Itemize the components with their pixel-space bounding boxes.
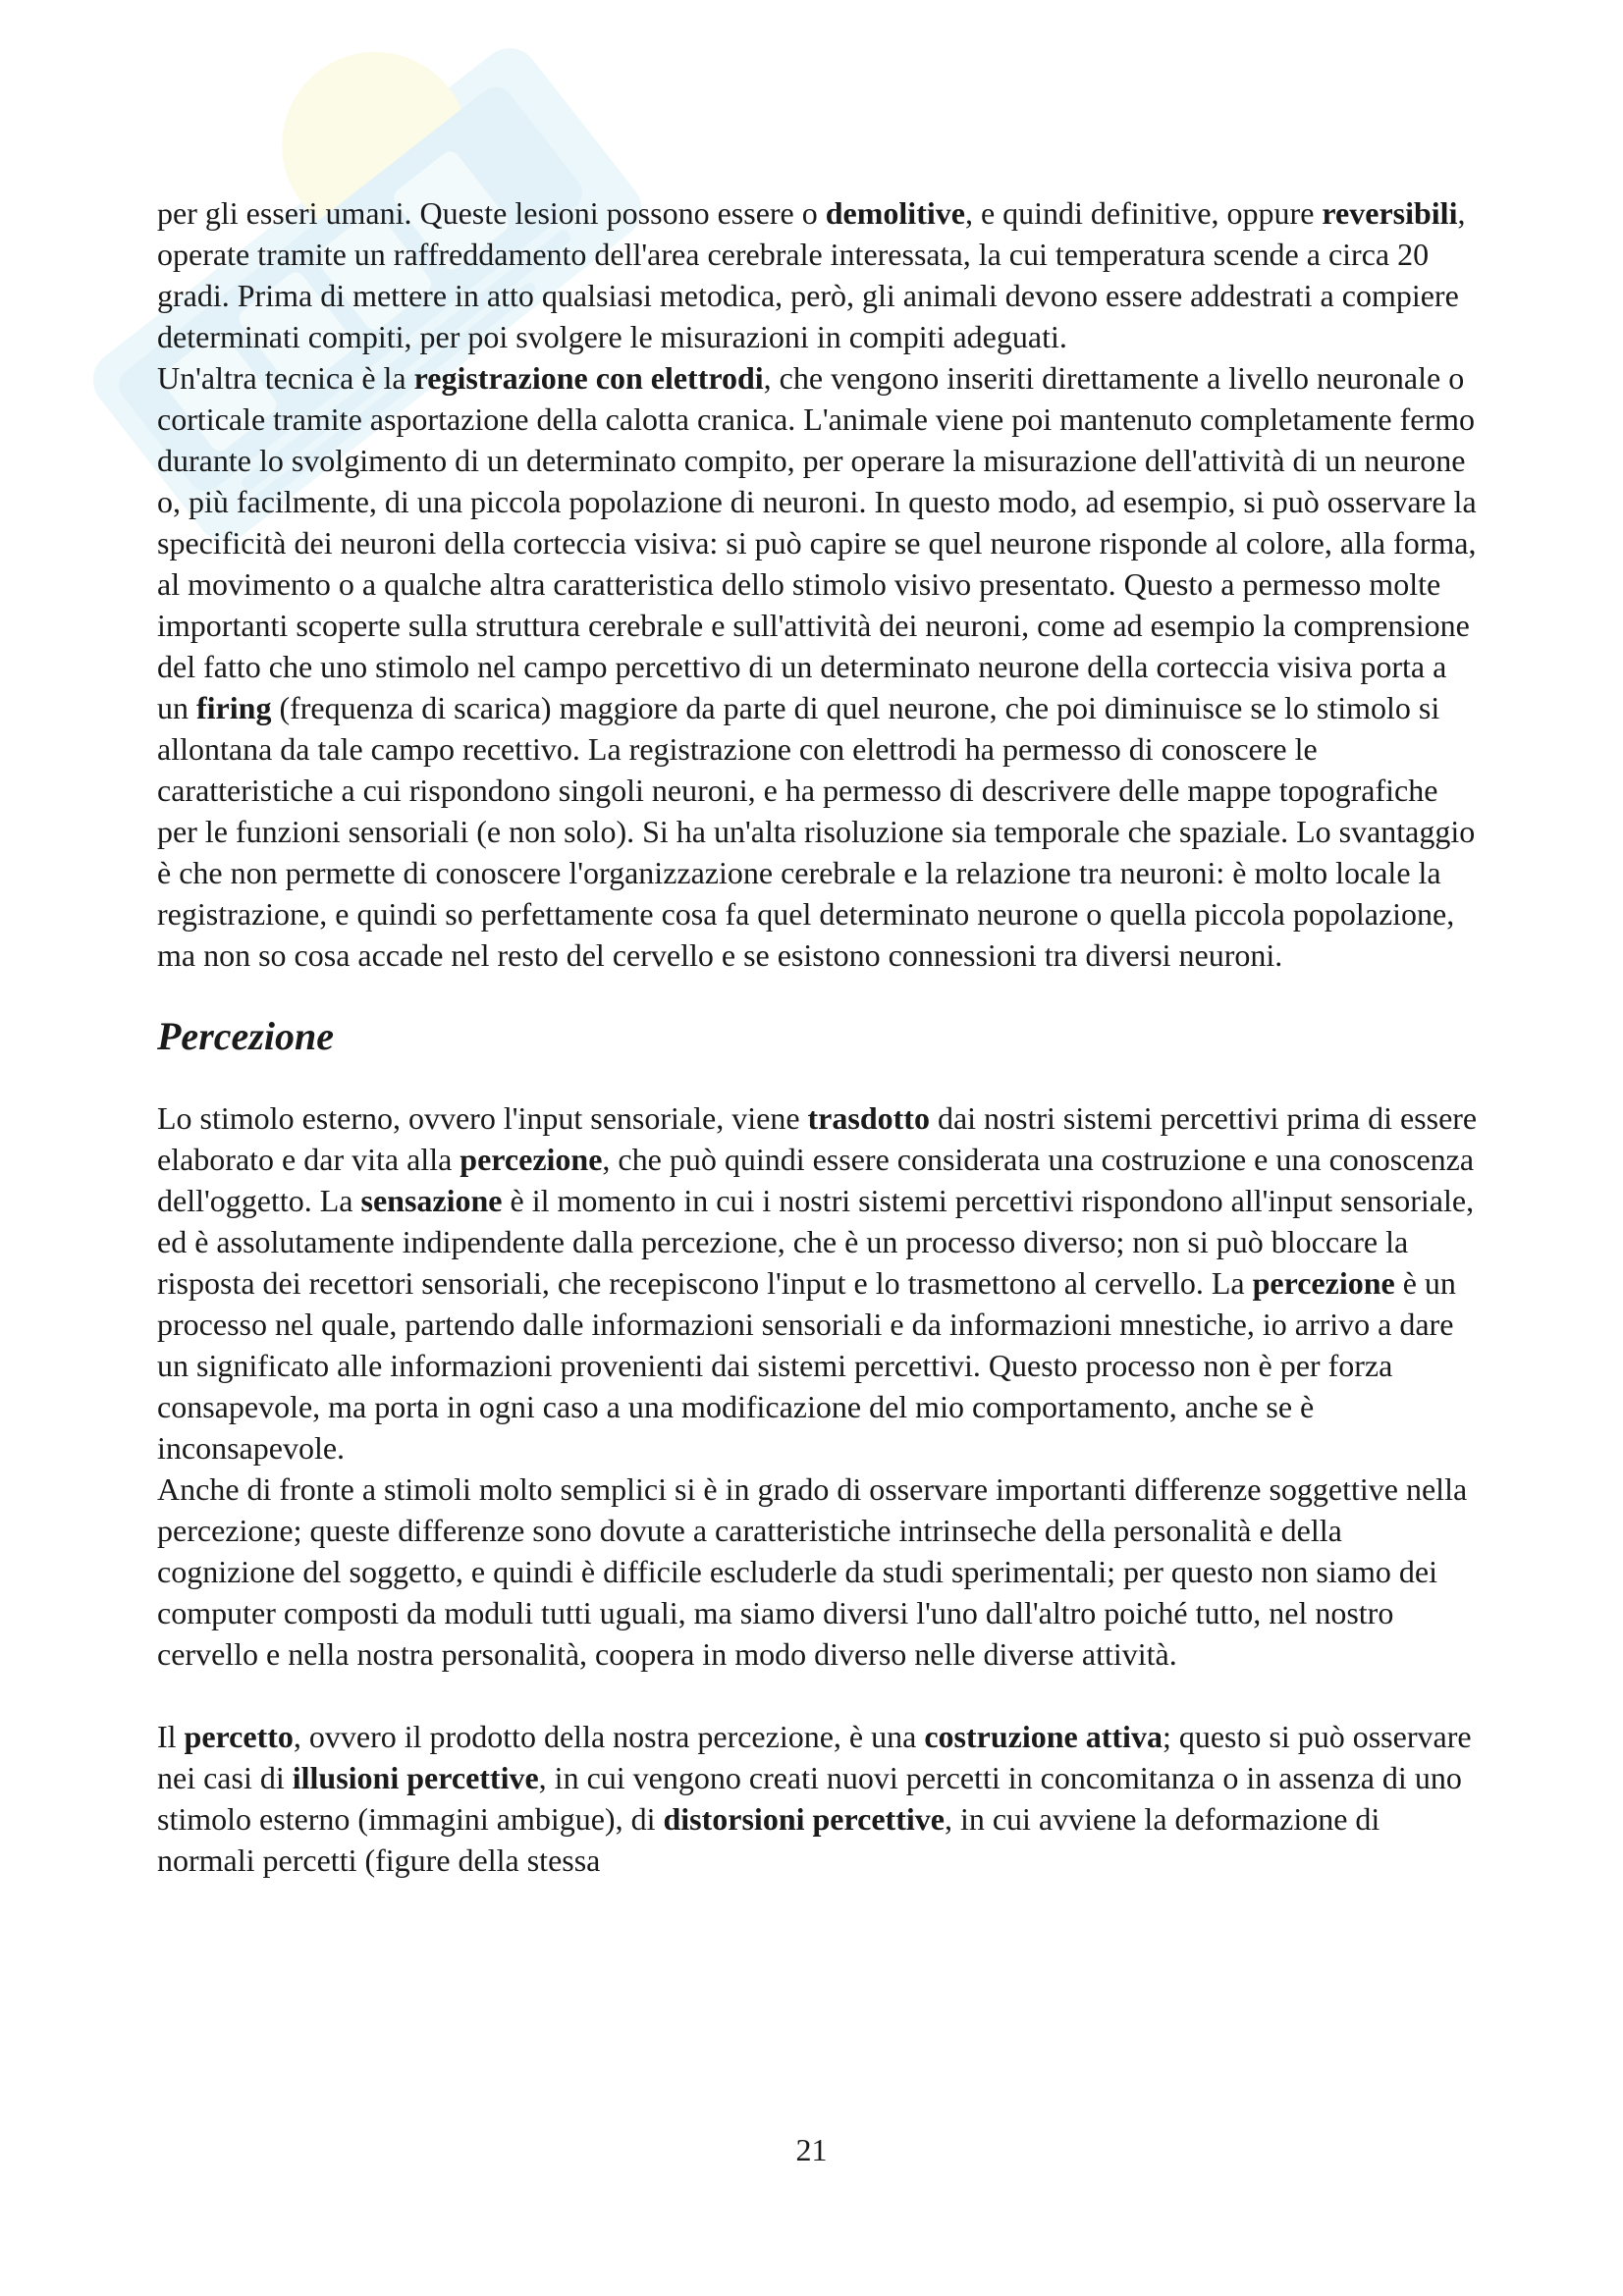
text-run: , ovvero il prodotto della nostra percezione, è una xyxy=(293,1719,925,1754)
bold-term: sensazione xyxy=(360,1183,503,1218)
bold-term: distorsioni percettive xyxy=(663,1801,945,1837)
bold-term: percezione xyxy=(1252,1265,1395,1301)
text-run: Lo stimolo esterno, ovvero l'input sensoriale, viene xyxy=(157,1100,808,1136)
text-run: Anche di fronte a stimoli molto semplici si è in grado di osservare importanti differenze soggettive nella percezione; queste differenze sono dovute a caratteristiche intrinseche della personalità e della cognizione del soggetto, e quindi è difficile escluderle da studi sperimentali; per questo non siamo dei computer composti da moduli tutti uguali, ma siamo diversi l'uno dall'altro poiché tutto, nel nostro cervello e nella nostra personalità, coopera in modo diverso nelle diverse attività. xyxy=(157,1471,1468,1672)
section-heading: Percezione xyxy=(157,1014,334,1058)
bold-term: trasdotto xyxy=(807,1100,930,1136)
text-run: , operate tramite un raffreddamento dell'area cerebrale interessata, la cui temperatura scende a circa 20 gradi. Prima di mettere in atto qualsiasi metodica, però, gli animali devono essere addestrati a compiere determinati compiti, per poi svolgere le misurazioni in compiti adeguati. xyxy=(157,195,1466,354)
paragraph xyxy=(157,357,1483,976)
paragraphs-after-heading xyxy=(157,1097,1483,1881)
bold-term: percezione xyxy=(460,1142,603,1177)
text-run: Un'altra tecnica è la xyxy=(157,360,414,396)
bold-term: illusioni percettive xyxy=(292,1760,539,1795)
text-run: per gli esseri umani. Queste lesioni possono essere o xyxy=(157,195,826,231)
text-run: è un processo nel quale, partendo dalle informazioni sensoriali e da informazioni mnestiche, io arrivo a dare un significato alle informazioni provenienti dai sistemi percettivi. Questo processo non è per forza consapevole, ma porta in ogni caso a una modificazione del mio comportamento, anche se è inconsapevole. xyxy=(157,1265,1456,1466)
bold-term: reversibili xyxy=(1322,195,1458,231)
text-run: , in cui avviene la deformazione di normali percetti (figure della stessa xyxy=(157,1801,1380,1878)
bold-term: registrazione con elettrodi xyxy=(413,360,764,396)
bold-term: demolitive xyxy=(825,195,965,231)
bold-term: costruzione attiva xyxy=(924,1719,1163,1754)
document-body xyxy=(157,192,1483,1881)
text-run: dai nostri sistemi percettivi prima di essere elaborato e dar vita alla xyxy=(157,1100,1478,1177)
page-number: 21 xyxy=(795,2132,828,2167)
text-run: , in cui vengono creati nuovi percetti in concomitanza o in assenza di uno stimolo esterno (immagini ambigue), di xyxy=(157,1760,1462,1837)
text-run: , che può quindi essere considerata una costruzione e una conoscenza dell'oggetto. La xyxy=(157,1142,1475,1218)
text-run: (frequenza di scarica) maggiore da parte di quel neurone, che poi diminuisce se lo stimolo si allontana da tale campo recettivo. La registrazione con elettrodi ha permesso di conoscere le caratteristiche a cui rispondono singoli neuroni, e ha permesso di descrivere delle mappe topografiche per le funzioni sensoriali (e non solo). Si ha un'alta risoluzione sia temporale che spaziale. Lo svantaggio è che non permette di conoscere l'organizzazione cerebrale e la relazione tra neuroni: è molto locale la registrazione, e quindi so perfettamente cosa fa quel determinato neurone o quella piccola popolazione, ma non so cosa accade nel resto del cervello e se esistono connessioni tra diversi neuroni. xyxy=(157,690,1476,973)
text-run: , e quindi definitive, oppure xyxy=(964,195,1323,231)
paragraph xyxy=(157,1468,1483,1675)
paragraphs-before-heading xyxy=(157,192,1483,976)
text-run: Il xyxy=(157,1719,185,1754)
text-run: , che vengono inseriti direttamente a livello neuronale o corticale tramite asportazione della calotta cranica. L'animale viene poi mantenuto completamente fermo durante lo svolgimento di un determinato compito, per operare la misurazione dell'attività di un neurone o, più facilmente, di una piccola popolazione di neuroni. In questo modo, ad esempio, si può osservare la specificità dei neuroni della corteccia visiva: si può capire se quel neurone risponde al colore, alla forma, al movimento o a qualche altra caratteristica dello stimolo visivo presentato. Questo a permesso molte importanti scoperte sulla struttura cerebrale e sull'attività dei neuroni, come ad esempio la comprensione del fatto che uno stimolo nel campo percettivo di un determinato neurone della corteccia visiva porta a un xyxy=(157,360,1477,725)
text-run: ; questo si può osservare nei casi di xyxy=(157,1719,1472,1795)
paragraph xyxy=(157,1097,1483,1468)
bold-term: firing xyxy=(196,690,272,725)
paragraph xyxy=(157,192,1483,357)
paragraph xyxy=(157,1716,1483,1881)
bold-term: percetto xyxy=(184,1719,294,1754)
text-run: è il momento in cui i nostri sistemi percettivi rispondono all'input sensoriale, ed è assolutamente indipendente dalla percezione, che è un processo diverso; non si può bloccare la risposta dei recettori sensoriali, che recepiscono l'input e lo trasmettono al cervello. La xyxy=(157,1183,1475,1301)
